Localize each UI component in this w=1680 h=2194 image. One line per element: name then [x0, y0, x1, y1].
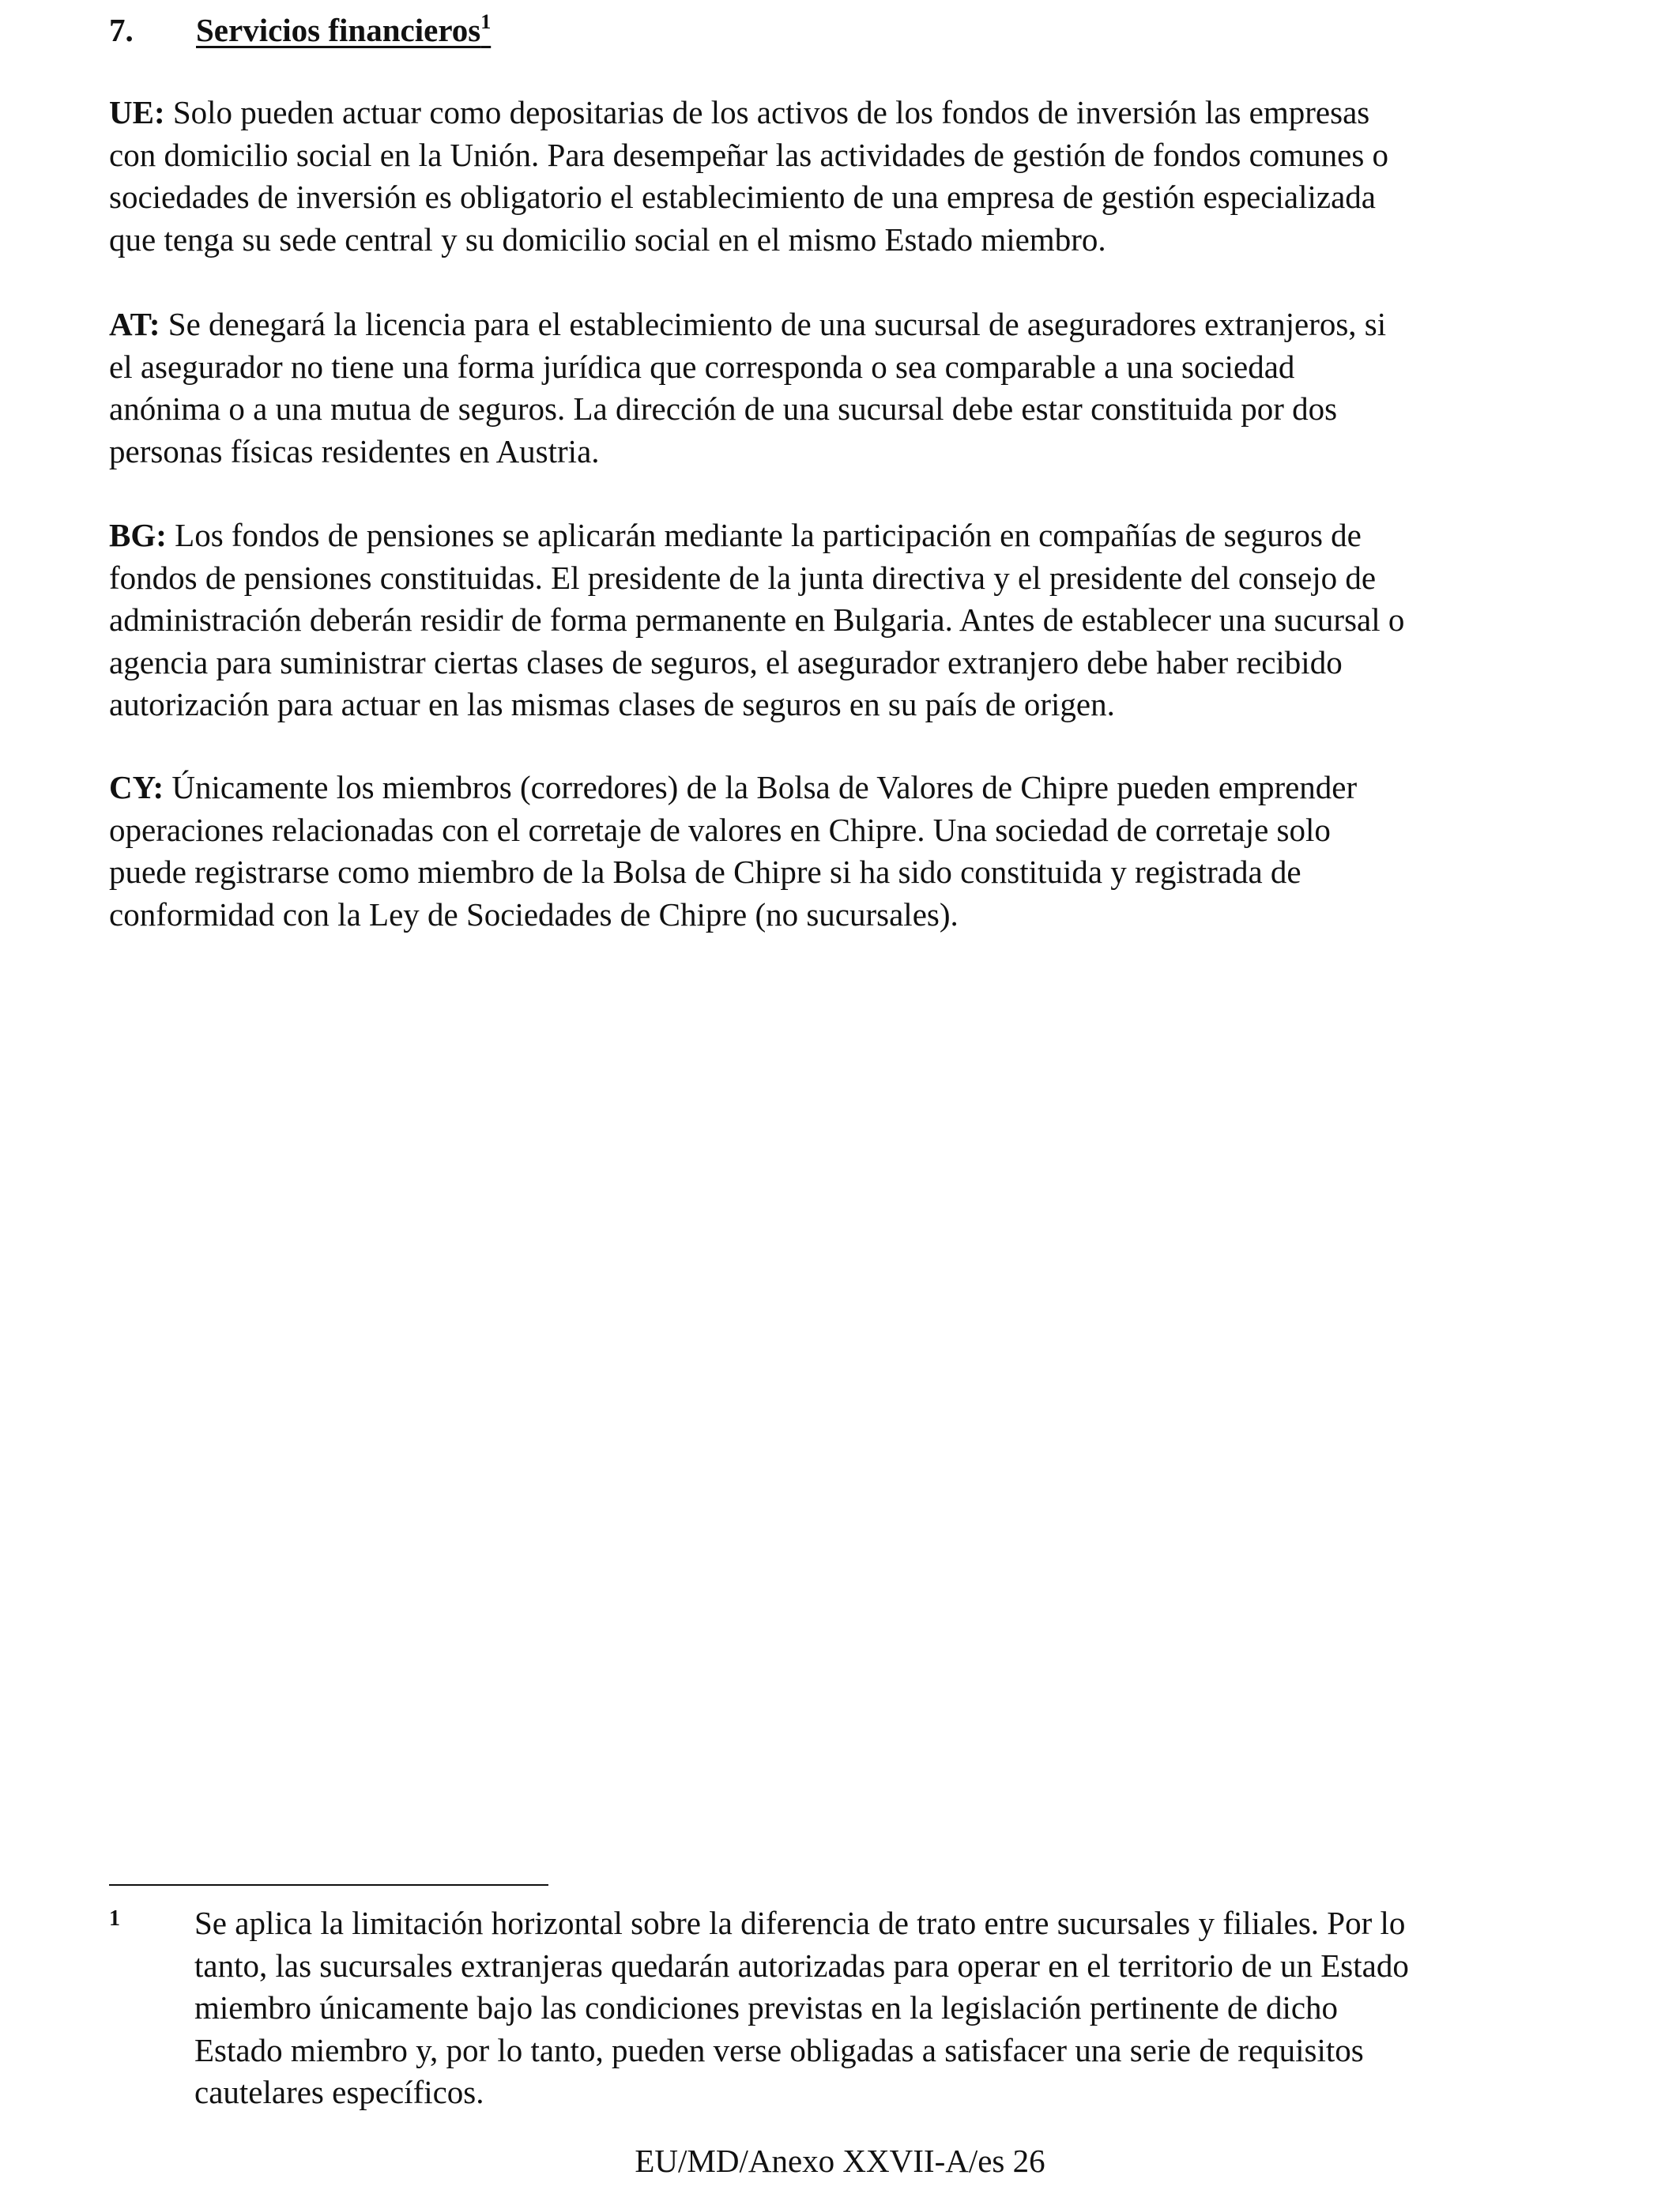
page-number: EU/MD/Anexo XXVII-A/es 26 — [635, 2143, 1045, 2179]
paragraph-line: conformidad con la Ley de Sociedades de Chipre (no sucursales). — [109, 895, 959, 933]
paragraph-line: sociedades de inversión es obligatorio el establecimiento de una empresa de gestión especializada — [109, 179, 1376, 215]
paragraph-cy — [109, 767, 1587, 936]
country-code-bg: BG: — [109, 517, 167, 553]
country-code-cy: CY: — [109, 769, 164, 805]
country-code-at: AT: — [109, 306, 160, 342]
footnote-line: Estado miembro y, por lo tanto, pueden verse obligadas a satisfacer una serie de requisitos — [194, 2031, 1364, 2068]
country-code-ue: UE: — [109, 94, 165, 130]
footnote-separator — [109, 1884, 548, 1886]
paragraph-line: puede registrarse como miembro de la Bolsa de Chipre si ha sido constituida y registrada de — [109, 854, 1301, 890]
paragraph-line: autorización para actuar en las mismas clases de seguros en su país de origen. — [109, 686, 1115, 722]
paragraph-line: fondos de pensiones constituidas. El presidente de la junta directiva y el presidente del consejo de — [109, 559, 1377, 596]
footnote-line: cautelares específicos. — [194, 2074, 484, 2110]
footnote-line: miembro únicamente bajo las condiciones previstas en la legislación pertinente de dicho — [194, 1989, 1339, 2026]
paragraph-line: administración deberán residir de forma permanente en Bulgaria. Antes de establecer una sucursal o — [109, 601, 1405, 638]
paragraph-line: que tenga su sede central y su domicilio social en el mismo Estado miembro. — [109, 221, 1106, 258]
paragraph-bg — [109, 515, 1587, 726]
paragraph-ue — [109, 92, 1587, 261]
footnote-line: Se aplica la limitación horizontal sobre la diferencia de trato entre sucursales y filiales. Por lo — [194, 1905, 1406, 1941]
footnote-marker: 1 — [109, 1906, 120, 1931]
paragraph-line: el asegurador no tiene una forma jurídica que corresponda o sea comparable a una sociedad — [109, 348, 1295, 385]
footnote-text — [194, 1902, 1585, 2114]
paragraph-line: agencia para suministrar ciertas clases de seguros, el asegurador extranjero debe haber recibido — [109, 643, 1343, 680]
section-number: 7. — [109, 12, 134, 48]
footnote-reference: 1 — [480, 10, 492, 33]
paragraph-line: Se denegará la licencia para el establecimiento de una sucursal de aseguradores extranjeros, si — [168, 306, 1387, 342]
paragraph-at — [109, 303, 1587, 473]
section-title: Servicios financieros — [196, 12, 481, 48]
paragraph-line: anónima o a una mutua de seguros. La dirección de una sucursal debe estar constituida por dos — [109, 390, 1338, 427]
section-heading — [109, 9, 491, 51]
footnote-line: tanto, las sucursales extranjeras quedarán autorizadas para operar en el territorio de un Estado — [194, 1947, 1409, 1984]
paragraph-line: Los fondos de pensiones se aplicarán mediante la participación en compañías de seguros de — [175, 517, 1362, 553]
paragraph-line: operaciones relacionadas con el corretaje de valores en Chipre. Una sociedad de corretaje solo — [109, 811, 1331, 848]
paragraph-line: con domicilio social en la Unión. Para desempeñar las actividades de gestión de fondos comunes o — [109, 136, 1389, 173]
paragraph-line: Únicamente los miembros (corredores) de la Bolsa de Valores de Chipre pueden emprender — [171, 769, 1358, 805]
paragraph-line: personas físicas residentes en Austria. — [109, 432, 600, 469]
paragraph-line: Solo pueden actuar como depositarias de los activos de los fondos de inversión las empresas — [172, 94, 1370, 130]
